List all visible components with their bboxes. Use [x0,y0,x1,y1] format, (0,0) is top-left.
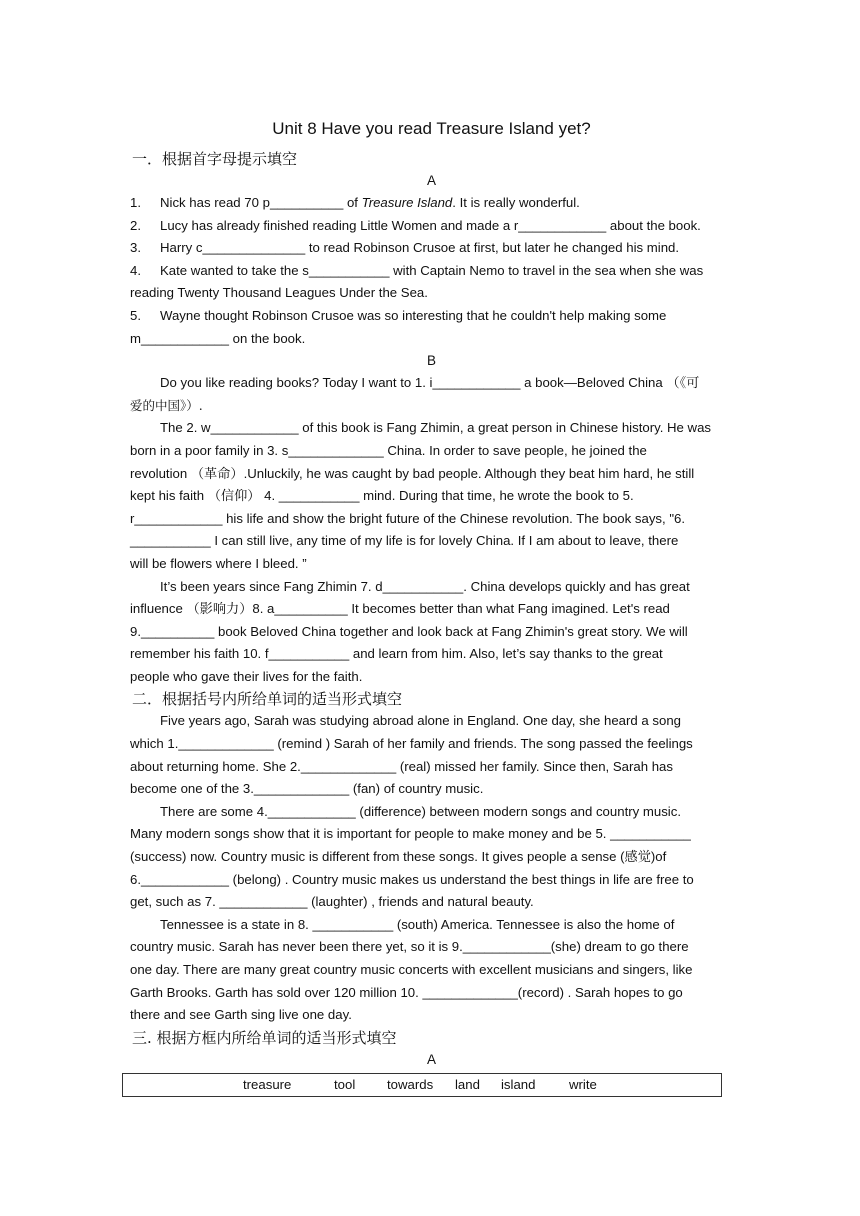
item-continuation: m____________ on the book. [130,330,306,346]
word-bank-item: treasure [243,1077,292,1092]
item-text: Kate wanted to take the s___________ with Captain Nemo to travel in the sea when she was [160,262,704,278]
item-text: . It is really wonderful. [452,195,580,210]
passage-line: will be flowers where I bleed. ” [130,555,307,571]
word-bank-item: island [501,1077,536,1092]
passage-line: Do you like reading books? Today I want to 1. i____________ a book—Beloved China （《可 [160,375,700,391]
list-item [130,305,733,328]
list-item [130,260,733,283]
passage-line: born in a poor family in 3. s_____________ China. In order to save people, he joined the [130,442,647,458]
section2-heading: 二．根据括号内所给单词的适当形式填空 [132,690,403,709]
item-number: 1. [130,195,141,210]
word-bank-item: write [569,1077,597,1092]
passage-line: become one of the 3._____________ (fan) of country music. [130,781,484,797]
passage-line: influence （影响力）8. a__________ It becomes better than what Fang imagined. Let's read [130,601,670,617]
word-bank-item: land [455,1077,480,1092]
item-number: 5. [130,307,141,323]
passage-line: r____________ his life and show the bright future of the Chinese revolution. The book says, "6. [130,510,686,526]
word-bank-item: towards [387,1077,434,1092]
passage-line: There are some 4.____________ (difference) between modern songs and country music. [160,803,681,819]
passage-line: 9.__________ book Beloved China together and look back at Fang Zhimin's great story. We will [130,623,688,639]
passage-line: about returning home. She 2._____________ (real) missed her family. Since then, Sarah has [130,758,673,774]
worksheet-content [130,118,733,1071]
passage-line: ___________ I can still live, any time of my life is for lovely China. If I am about to leave, there [130,533,679,549]
item-text: Wayne thought Robinson Crusoe was so interesting that he couldn't help making some [160,307,667,323]
section3-heading: 三. 根据方框内所给单词的适当形式填空 [132,1028,397,1047]
list-item [130,192,733,215]
page-title: Unit 8 Have you read Treasure Island yet? [272,119,591,138]
section1-part-b-label: B [426,353,436,369]
passage-line: which 1._____________ (remind ) Sarah of her family and friends. The song passed the feelings [130,736,693,752]
section1-heading: 一．根据首字母提示填空 [132,150,298,168]
passage-line: Tennessee is a state in 8. ___________ (south) America. Tennessee is also the home of [160,916,675,932]
book-title: Treasure Island [361,195,453,210]
item-number: 2. [130,217,141,233]
section1-part-a-label: A [426,173,436,188]
passage-line: Many modern songs show that it is important for people to make money and be 5. ___________ [130,826,691,842]
passage-line: Five years ago, Sarah was studying abroad alone in England. One day, she heard a song [160,713,681,729]
item-text: Harry c______________ to read Robinson Crusoe at first, but later he changed his mind. [160,240,680,256]
word-bank-item: tool [334,1077,356,1092]
passage-line: 6.____________ (belong) . Country music makes us understand the best things in life are free to [130,871,694,887]
item-text: Lucy has already finished reading Little Women and made a r____________ about the book. [160,217,701,233]
passage-line: one day. There are many great country music concerts with excellent musicians and singers, like [130,962,693,977]
passage-line: get, such as 7. ____________ (laughter) , friends and natural beauty. [130,894,534,910]
item-continuation: reading Twenty Thousand Leagues Under the Sea. [130,285,428,301]
passage-line: The 2. w____________ of this book is Fang Zhimin, a great person in Chinese history. He was [160,420,712,436]
word-bank-box [122,1073,722,1097]
passage-line: remember his faith 10. f___________ and learn from him. Also, let’s say thanks to the great [130,646,663,662]
passage-line: Garth Brooks. Garth has sold over 120 million 10. _____________(record) . Sarah hopes to go [130,984,683,1000]
section3-part-a-label: A [426,1051,436,1067]
item-text: Nick has read 70 p__________ of [160,195,362,210]
passage-line: revolution （革命）.Unluckily, he was caught by bad people. Although they beat him hard, he still [130,465,695,481]
item-number: 3. [130,240,141,256]
passage-line: people who gave their lives for the faith. [130,668,363,684]
passage-line: country music. Sarah has never been there yet, so it is 9.____________(she) dream to go there [130,939,689,955]
passage-line: It’s been years since Fang Zhimin 7. d___________. China develops quickly and has great [160,578,690,594]
item-number: 4. [130,262,141,278]
passage-line: 爱的中国》）. [130,397,203,413]
list-item [130,237,733,260]
passage-line: there and see Garth sing live one day. [130,1007,352,1023]
passage-line: kept his faith （信仰） 4. ___________ mind. During that time, he wrote the book to 5. [130,488,634,504]
list-item [130,215,733,238]
passage-line: (success) now. Country music is different from these songs. It gives people a sense (感觉)of [130,849,667,865]
